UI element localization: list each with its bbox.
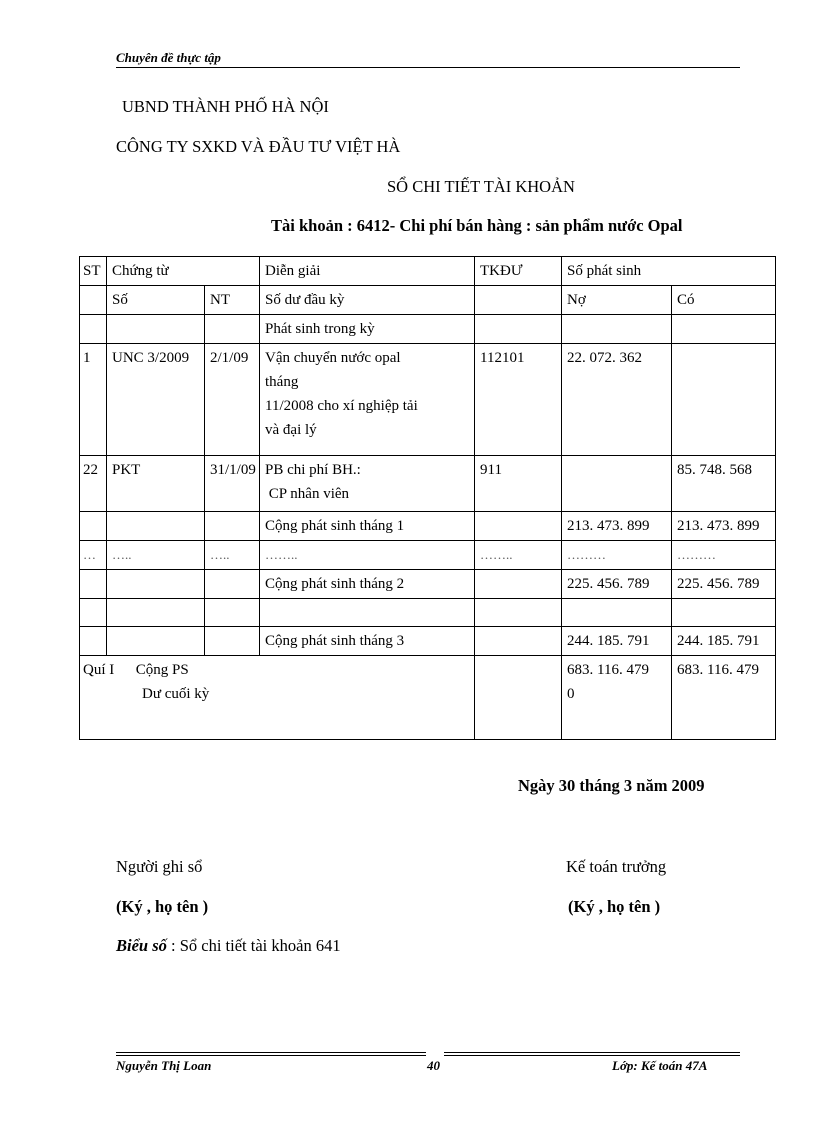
account-subtitle: Tài khoản : 6412- Chi phí bán hàng : sản phẩm nước Opal bbox=[271, 216, 683, 235]
table-header-row-1 bbox=[80, 257, 776, 286]
chief-accountant-sign-note: (Ký , họ tên ) bbox=[568, 897, 661, 916]
footer-class: Lớp: Kế toán 47A bbox=[612, 1058, 708, 1073]
row2-nt: 31/1/09 bbox=[205, 456, 260, 512]
row2-desc bbox=[260, 456, 475, 512]
caption-label: Biểu số bbox=[116, 936, 167, 955]
org-line-1: UBND THÀNH PHỐ HÀ NỘI bbox=[122, 97, 329, 116]
table-row bbox=[80, 344, 776, 456]
row1-desc bbox=[260, 344, 475, 456]
table-row bbox=[80, 315, 776, 344]
row1-so: UNC 3/2009 bbox=[107, 344, 205, 456]
ellipsis-cell: …….. bbox=[475, 541, 562, 570]
quarter-total-label: Cộng PS bbox=[135, 662, 189, 678]
row1-desc-line: tháng bbox=[265, 374, 299, 390]
row2-tk: 911 bbox=[475, 456, 562, 512]
opening-balance-label: Số dư đầu kỳ bbox=[260, 286, 475, 315]
month1-total-co: 213. 473. 899 bbox=[672, 512, 776, 541]
footer-rule-right-2 bbox=[444, 1055, 740, 1056]
quarter-summary-row bbox=[80, 656, 776, 740]
footer-page-number: 40 bbox=[427, 1058, 440, 1073]
running-header: Chuyên đề thực tập bbox=[116, 50, 221, 65]
row2-stt: 22 bbox=[80, 456, 107, 512]
period-movements-label: Phát sinh trong kỳ bbox=[260, 315, 475, 344]
quarter-total-no: 683. 116. 479 0 bbox=[562, 656, 672, 740]
caption-text: : Sổ chi tiết tài khoản 641 bbox=[166, 936, 341, 955]
table-caption bbox=[116, 936, 341, 956]
month1-total-no: 213. 473. 899 bbox=[562, 512, 672, 541]
row2-co: 85. 748. 568 bbox=[672, 456, 776, 512]
chief-accountant-title: Kế toán trưởng bbox=[566, 857, 667, 876]
col-diengiai-header: Diễn giải bbox=[260, 257, 475, 286]
col-co-header: Có bbox=[672, 286, 776, 315]
month3-total-label: Cộng phát sinh tháng 3 bbox=[260, 627, 475, 656]
month2-total-no: 225. 456. 789 bbox=[562, 570, 672, 599]
table-row bbox=[80, 512, 776, 541]
ellipsis-cell: … bbox=[80, 541, 107, 570]
quarter-label: Quí I bbox=[83, 662, 115, 678]
table-row bbox=[80, 627, 776, 656]
table-header-row-2 bbox=[80, 286, 776, 315]
table-row bbox=[80, 541, 776, 570]
date-line: Ngày 30 tháng 3 năm 2009 bbox=[518, 776, 705, 795]
row1-desc-line: và đại lý bbox=[265, 422, 317, 438]
col-chungtu-header: Chứng từ bbox=[107, 257, 260, 286]
row2-desc-line: PB chi phí BH.: bbox=[265, 462, 361, 478]
row2-no bbox=[562, 456, 672, 512]
footer-rule-right bbox=[444, 1052, 740, 1053]
row1-co bbox=[672, 344, 776, 456]
row1-stt: 1 bbox=[80, 344, 107, 456]
table-row bbox=[80, 599, 776, 627]
month2-total-co: 225. 456. 789 bbox=[672, 570, 776, 599]
table-row bbox=[80, 570, 776, 599]
footer-rule-left bbox=[116, 1052, 426, 1053]
ellipsis-cell: ….. bbox=[107, 541, 205, 570]
row1-no: 22. 072. 362 bbox=[562, 344, 672, 456]
month2-total-label: Cộng phát sinh tháng 2 bbox=[260, 570, 475, 599]
row1-desc-line: 11/2008 cho xí nghiệp tải bbox=[265, 398, 418, 414]
row1-tk: 112101 bbox=[475, 344, 562, 456]
ellipsis-cell: ….. bbox=[205, 541, 260, 570]
recorder-sign-note: (Ký , họ tên ) bbox=[116, 897, 209, 916]
recorder-title: Người ghi sổ bbox=[116, 857, 203, 876]
header-rule bbox=[116, 67, 740, 68]
closing-balance-label: Dư cuối kỳ bbox=[142, 686, 210, 702]
month3-total-no: 244. 185. 791 bbox=[562, 627, 672, 656]
ellipsis-cell: …….. bbox=[260, 541, 475, 570]
col-no-header: Nợ bbox=[562, 286, 672, 315]
ellipsis-cell: ……… bbox=[672, 541, 776, 570]
col-stt-header: ST bbox=[80, 257, 107, 286]
col-sophatsinh-header: Số phát sinh bbox=[562, 257, 776, 286]
ellipsis-cell: ……… bbox=[562, 541, 672, 570]
footer-author: Nguyễn Thị Loan bbox=[116, 1058, 212, 1073]
col-so-header: Số bbox=[107, 286, 205, 315]
document-title: SỔ CHI TIẾT TÀI KHOẢN bbox=[387, 177, 575, 196]
col-nt-header: NT bbox=[205, 286, 260, 315]
row2-so: PKT bbox=[107, 456, 205, 512]
col-tkdu-header: TKĐƯ bbox=[475, 257, 562, 286]
quarter-label-cell bbox=[80, 656, 475, 740]
footer-rule-left-2 bbox=[116, 1055, 426, 1056]
row1-nt: 2/1/09 bbox=[205, 344, 260, 456]
month3-total-co: 244. 185. 791 bbox=[672, 627, 776, 656]
quarter-total-co: 683. 116. 479 bbox=[672, 656, 776, 740]
org-line-2: CÔNG TY SXKD VÀ ĐẦU TƯ VIỆT HÀ bbox=[116, 137, 401, 156]
table-row bbox=[80, 456, 776, 512]
ledger-table bbox=[79, 256, 776, 740]
row1-desc-line: Vận chuyển nước opal bbox=[265, 350, 401, 366]
row2-desc-line: CP nhân viên bbox=[265, 486, 350, 502]
month1-total-label: Cộng phát sinh tháng 1 bbox=[260, 512, 475, 541]
